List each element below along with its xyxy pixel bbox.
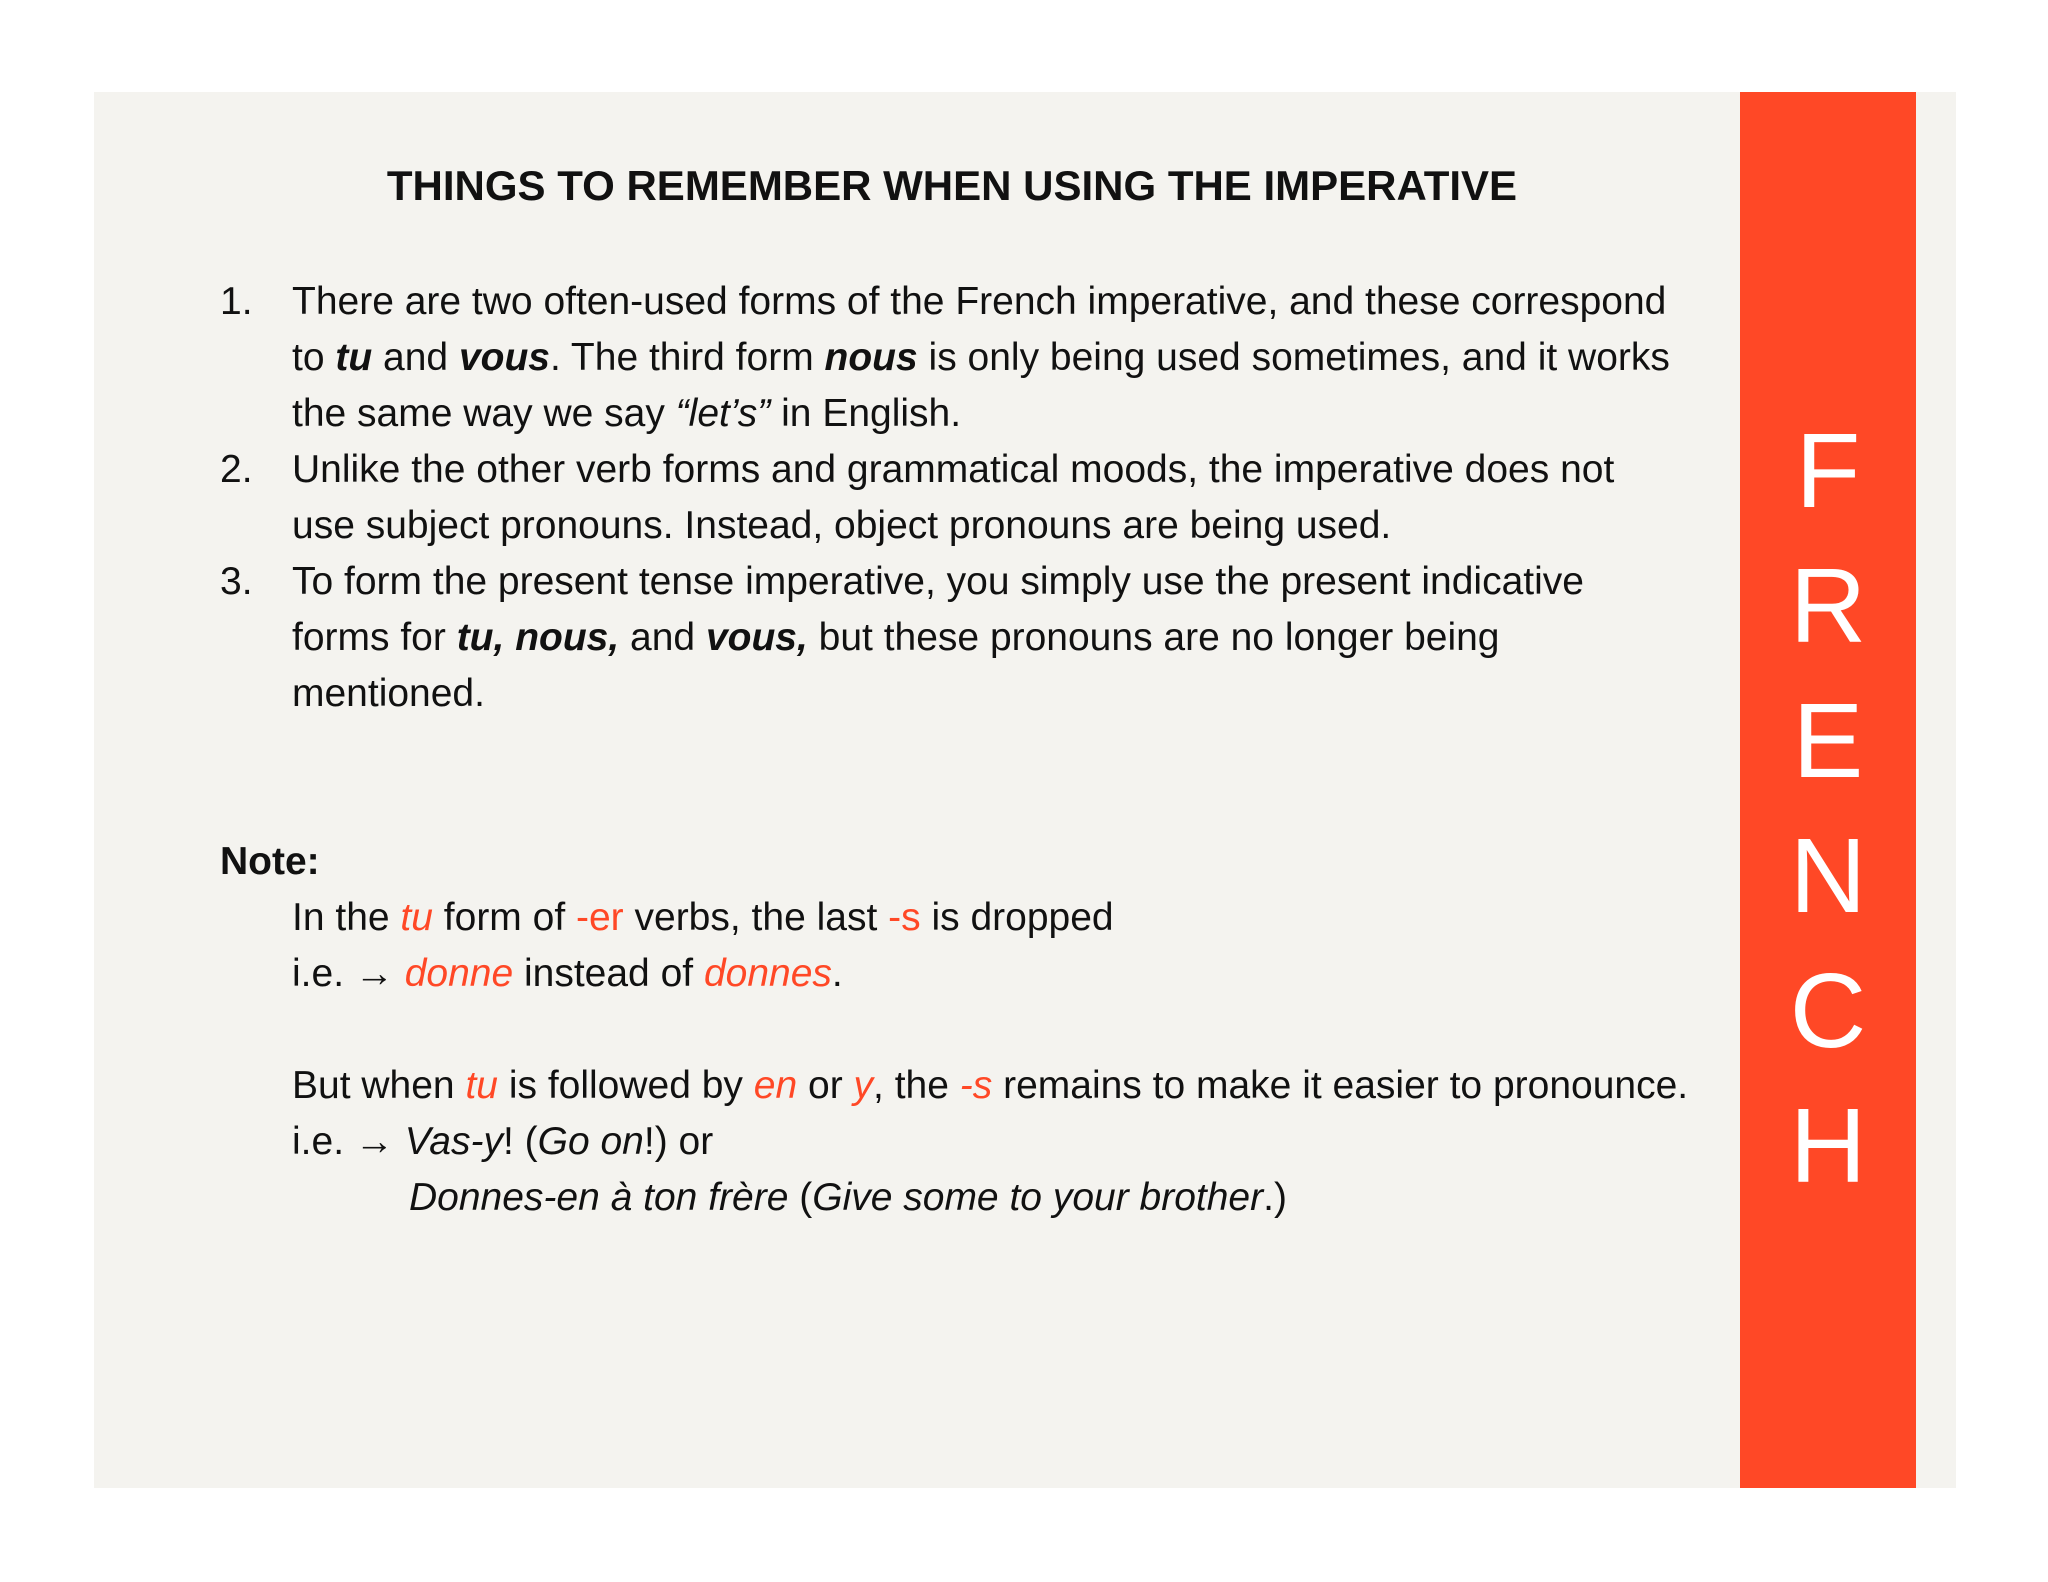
text-run: but these pronouns are no longer being mentioned. — [292, 616, 1500, 715]
slide — [94, 92, 1956, 1488]
list-number: 3. — [220, 560, 253, 603]
text-run: To form the present tense imperative, you simply use the present indicative forms for — [292, 560, 1584, 659]
vertical-letter: R — [1789, 547, 1867, 665]
vertical-letter: F — [1795, 412, 1861, 530]
sidebar-banner — [1740, 92, 1916, 1488]
text-run: Unlike the other verb forms and grammatical moods, the imperative does not use subject pronouns. Instead, object pronouns are being used. — [292, 448, 1615, 547]
term-donnes: donnes — [703, 952, 832, 995]
text-run: i.e. → — [292, 1120, 405, 1163]
note-line — [220, 1170, 1740, 1226]
note-title: Note: — [220, 840, 320, 883]
text-run: and — [619, 616, 706, 659]
term-tu: tu, — [456, 616, 505, 659]
text-run: . — [831, 952, 843, 995]
text-run: is dropped — [920, 896, 1114, 939]
text-run: in English. — [770, 392, 962, 435]
vertical-letter: H — [1789, 1087, 1867, 1205]
term-nous: nous — [824, 336, 918, 379]
list-item — [220, 554, 1672, 722]
term-er: -er — [576, 896, 624, 939]
note-section — [220, 834, 1740, 1226]
list-number: 2. — [220, 448, 253, 491]
text-run: , the — [873, 1064, 960, 1107]
text-run: There are two often-used forms of the French imperative, and these correspond to — [292, 280, 1667, 379]
text-run: and — [372, 336, 459, 379]
text-run: ! ( — [502, 1120, 538, 1163]
list-item — [220, 442, 1672, 554]
text-run: !) or — [643, 1120, 714, 1163]
list-number: 1. — [220, 280, 253, 323]
rules-list — [220, 274, 1740, 722]
term-nous: nous, — [515, 616, 620, 659]
spacer — [220, 1002, 1740, 1058]
text-run — [504, 616, 515, 659]
text-run: i.e. → — [292, 952, 405, 995]
text-run: remains to make it easier to pronounce. — [992, 1064, 1689, 1107]
vertical-letter: N — [1789, 817, 1867, 935]
text-run: instead of — [513, 952, 704, 995]
text-run: or — [797, 1064, 854, 1107]
vertical-letter: C — [1789, 952, 1867, 1070]
term-vous: vous — [458, 336, 550, 379]
note-line — [220, 946, 1740, 1002]
list-item — [220, 274, 1672, 442]
text-run: In the — [292, 896, 401, 939]
term-vous: vous, — [705, 616, 808, 659]
text-run: . The third form — [549, 336, 825, 379]
term-y: y — [853, 1064, 874, 1107]
note-line — [220, 1114, 1740, 1170]
text-run: is only being used sometimes, and it works the same way we say — [292, 336, 1670, 435]
text-run: form of — [432, 896, 576, 939]
term-tu: tu — [465, 1064, 498, 1107]
term-s: -s — [888, 896, 921, 939]
term-donne: donne — [404, 952, 514, 995]
vertical-letter: E — [1792, 682, 1864, 800]
page-title: THINGS TO REMEMBER WHEN USING THE IMPERATIVE — [386, 162, 1518, 209]
example-vas-y: Vas-y — [404, 1120, 503, 1163]
text-run: .) — [1263, 1176, 1287, 1219]
text-run: ( — [788, 1176, 813, 1219]
term-s: -s — [959, 1064, 993, 1107]
text-run: But when — [292, 1064, 466, 1107]
term-en: en — [753, 1064, 798, 1107]
text-run: is followed by — [497, 1064, 754, 1107]
note-line — [220, 890, 1740, 946]
term-tu: tu — [335, 336, 373, 379]
note-line — [220, 1058, 1740, 1114]
slide-body — [220, 274, 1740, 1226]
translation-give-some: Give some to your brother — [812, 1176, 1264, 1219]
term-tu: tu — [400, 896, 433, 939]
term-lets: “let’s” — [675, 392, 771, 435]
text-run: verbs, the last — [623, 896, 889, 939]
vertical-word-french — [1740, 404, 1916, 1214]
example-donnes-en: Donnes-en à ton frère — [409, 1176, 789, 1219]
translation-go-on: Go on — [537, 1120, 644, 1163]
